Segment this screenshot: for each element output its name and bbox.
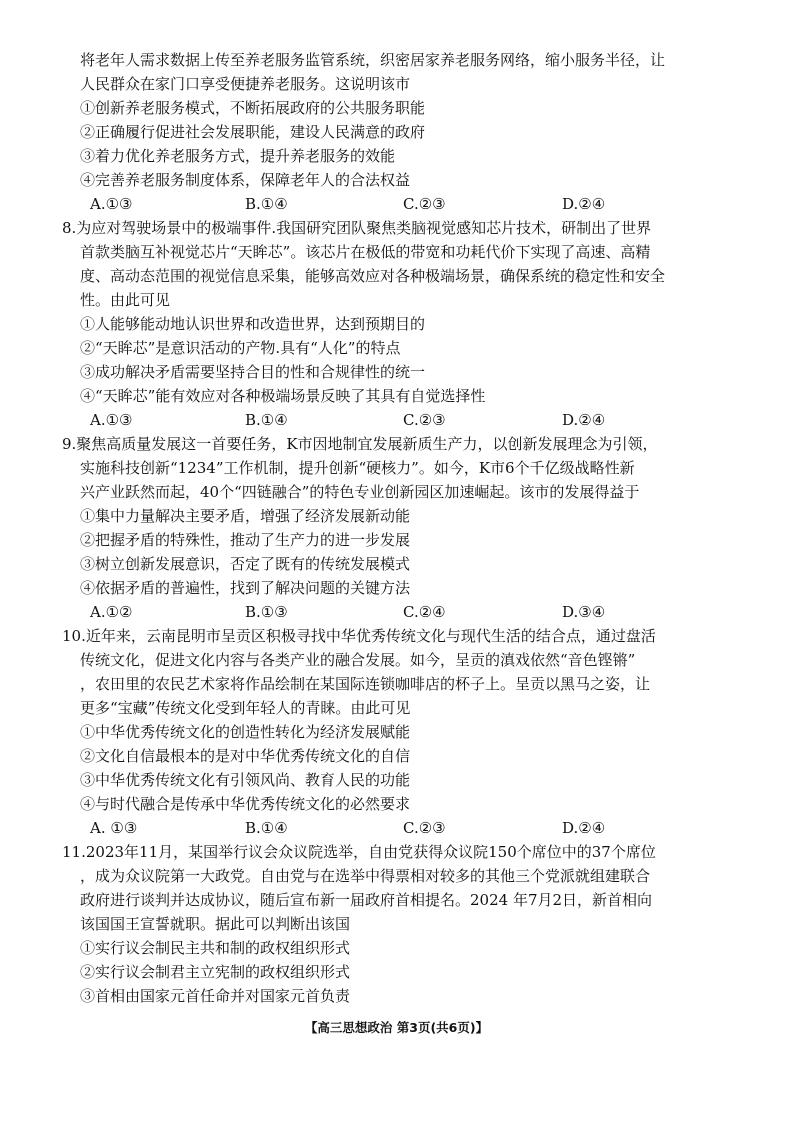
q8-statement-3: ③成功解决矛盾需要坚持合目的性和合规律性的统一: [80, 363, 426, 381]
q11-statement-1: ①实行议会制民主共和制的政权组织形式: [80, 939, 351, 957]
q7-options: [90, 192, 730, 216]
q8-option-c: C.②③: [403, 411, 446, 429]
q11-text-line-1: 11.2023年11月，某国举行议会众议院选举，自由党获得众议院150个席位中的37个席位: [62, 843, 656, 861]
q8-text-line-4: 性。由此可见: [80, 291, 171, 309]
q11-text-line-2: ，成为众议院第一大政党。自由党与在选举中得票相对较多的其他三个党派就组建联合: [80, 867, 651, 885]
q9-statement-1: ①集中力量解决主要矛盾，增强了经济发展新动能: [80, 507, 411, 525]
q7-statement-2: ②正确履行促进社会发展职能，建设人民满意的政府: [80, 123, 426, 141]
q9-option-d: D.③④: [562, 603, 606, 621]
q9-option-a: A.①②: [90, 603, 133, 621]
q10-text-line-2: 传统文化，促进文化内容与各类产业的融合发展。如今，呈贡的滇戏依然“音色铿锵”: [80, 651, 636, 669]
q9-text-line-3: 兴产业跃然而起，40个“四链融合”的特色专业创新园区加速崛起。该市的发展得益于: [80, 483, 640, 501]
q7-statement-4: ④完善养老服务制度体系，保障老年人的合法权益: [80, 171, 411, 189]
q10-text-line-1: 10.近年来，云南昆明市呈贡区积极寻找中华优秀传统文化与现代生活的结合点，通过盘活: [62, 627, 656, 645]
q7-option-d: D.②④: [562, 195, 606, 213]
q8-statement-1: ①人能够能动地认识世界和改造世界，达到预期目的: [80, 315, 426, 333]
q7-statement-3: ③着力优化养老服务方式，提升养老服务的效能: [80, 147, 396, 165]
q11-statement-3: ③首相由国家元首任命并对国家元首负责: [80, 987, 351, 1005]
q8-text-line-3: 度、高动态范围的视觉信息采集，能够高效应对各种极端场景，确保系统的稳定性和安全: [80, 267, 666, 285]
q8-option-a: A.①③: [90, 411, 133, 429]
q10-statement-2: ②文化自信最根本的是对中华优秀传统文化的自信: [80, 747, 411, 765]
q8-statement-2: ②“天眸芯”是意识活动的产物.具有“人化”的特点: [80, 339, 401, 357]
q11-text-line-4: 该国国王宣誓就职。据此可以判断出该国: [80, 915, 351, 933]
q10-statement-3: ③中华优秀传统文化有引领风尚、教育人民的功能: [80, 771, 411, 789]
q10-statement-1: ①中华优秀传统文化的创造性转化为经济发展赋能: [80, 723, 411, 741]
q7-statement-1: ①创新养老服务模式，不断拓展政府的公共服务职能: [80, 99, 426, 117]
q10-text-line-3: ，农田里的农民艺术家将作品绘制在某国际连锁咖啡店的杯子上。呈贡以黑马之姿，让: [80, 675, 651, 693]
q10-options: [90, 816, 730, 840]
q10-option-a: A. ①③: [90, 819, 138, 837]
q11-statement-2: ②实行议会制君主立宪制的政权组织形式: [80, 963, 351, 981]
q7-option-b: B.①④: [245, 195, 288, 213]
q8-text-line-2: 首款类脑互补视觉芯片“天眸芯”。该芯片在极低的带宽和功耗代价下实现了高速、高精: [80, 243, 651, 261]
q10-option-d: D.②④: [562, 819, 606, 837]
q7-text-line-2: 人民群众在家门口享受便捷养老服务。这说明该市: [80, 75, 411, 93]
q8-text-line-1: 8.为应对驾驶场景中的极端事件.我国研究团队聚焦类脑视觉感知芯片技术，研制出了世界: [62, 219, 652, 237]
q10-statement-4: ④与时代融合是传承中华优秀传统文化的必然要求: [80, 795, 411, 813]
q11-text-line-3: 政府进行谈判并达成协议，随后宣布新一届政府首相提名。2024 年7月2日，新首相向: [80, 891, 653, 909]
q9-text-line-2: 实施科技创新“1234”工作机制，提升创新“硬核力”。如今，K市6个千亿级战略性新: [80, 459, 635, 477]
q7-option-a: A.①③: [90, 195, 133, 213]
q7-option-c: C.②③: [403, 195, 446, 213]
q8-option-d: D.②④: [562, 411, 606, 429]
q9-statement-4: ④依据矛盾的普遍性，找到了解决问题的关键方法: [80, 579, 411, 597]
q9-option-b: B.①③: [245, 603, 288, 621]
q9-statement-2: ②把握矛盾的特殊性，推动了生产力的进一步发展: [80, 531, 411, 549]
q9-option-c: C.②④: [403, 603, 446, 621]
q8-option-b: B.①④: [245, 411, 288, 429]
q10-option-b: B.①④: [245, 819, 288, 837]
page-footer: 【高三思想政治 第3页(共6页)】: [304, 1020, 489, 1035]
q8-options: [90, 408, 730, 432]
q8-statement-4: ④“天眸芯”能有效应对各种极端场景反映了其具有自觉选择性: [80, 387, 486, 405]
q9-text-line-1: 9.聚焦高质量发展这一首要任务，K市因地制宜发展新质生产力，以创新发展理念为引领，: [62, 435, 658, 453]
q7-text-line-1: 将老年人需求数据上传至养老服务监管系统，织密居家养老服务网络，缩小服务半径，让: [80, 51, 666, 69]
q10-text-line-4: 更多“宝藏”传统文化受到年轻人的青睐。由此可见: [80, 699, 411, 717]
q9-options: [90, 600, 730, 624]
q9-statement-3: ③树立创新发展意识，否定了既有的传统发展模式: [80, 555, 411, 573]
q10-option-c: C.②③: [403, 819, 446, 837]
